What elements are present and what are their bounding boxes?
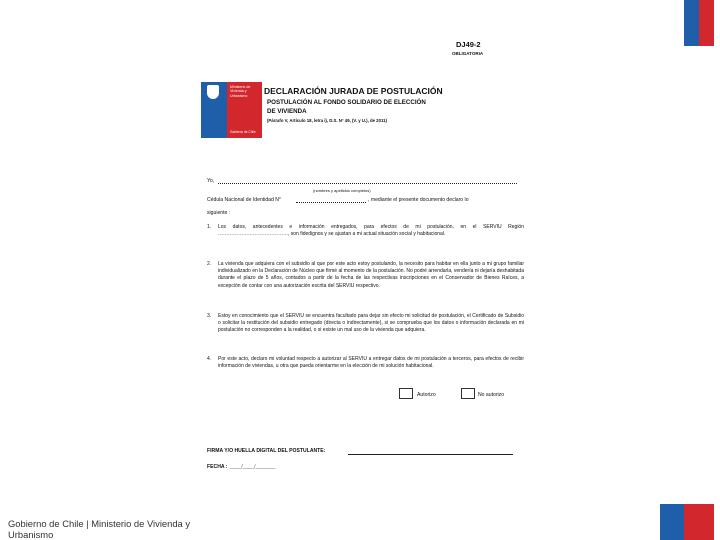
flag-blue-band — [684, 0, 699, 46]
flag-red-band — [699, 0, 714, 46]
declaration-item-4: Por este acto, declaro mi voluntad respecto a autorizar al SERVIU a entregar datos de mi postulación a terceros, para efectos de recibir información de viviendas, u otra que pueda orientarme en la elección de mi solución habitacional. — [218, 356, 524, 370]
name-line[interactable] — [218, 183, 517, 184]
declaration-item-2: La vivienda que adquiera con el subsidio al que por este acto estoy postulando, la necesito para habitar en ella junto a mi grupo familiar individualizado en la Declaración de Núcleo que firmé al momento de la postulación. No podré arrendarla, vendería ni dejaría deshabitada durante el plazo de 5 años, contados a partir de la fecha de las respectivas inscripciones en el Conservador de Bienes Raíces, a excepción de contar con una autorización escrita del SERVIU respectivo. — [218, 261, 524, 289]
coat-of-arms-icon — [207, 85, 219, 99]
yo-label: Yo, — [207, 178, 215, 184]
item-number: 2. — [207, 261, 212, 267]
ministry-logo — [201, 82, 262, 138]
autorizo-label: Autorizo — [417, 392, 436, 398]
document-title: DECLARACIÓN JURADA DE POSTULACIÓN — [264, 86, 443, 96]
form-code-sub: OBLIGATORIA — [452, 51, 484, 56]
declaration-item-3: Estoy en conocimiento que el SERVIU se encuentra facultado para dejar sin efecto mi solicitud de postulación, el Certificado de Subsidio o solicitar la restitución del subsidio entregado (directa o indirectamente), si se comprueba que los datos o información declarada en mi postulación no corresponden a la realidad, o si existe un mal uso de la vivienda que adquiera. — [218, 313, 524, 334]
item-number: 3. — [207, 313, 212, 319]
logo-ministry-text: Ministerio de Vivienda y Urbanismo — [230, 85, 251, 98]
logo-red-panel — [227, 82, 262, 138]
flag-stripe-top — [684, 0, 714, 46]
no-autorizo-label: No autorizo — [478, 392, 505, 398]
autorizo-checkbox[interactable] — [399, 388, 413, 399]
cedula-suffix: , mediante el presente documento declaro lo — [368, 197, 469, 203]
signature-line[interactable] — [348, 454, 513, 455]
date-field[interactable]: ____/____/_______ — [230, 464, 276, 470]
flag-red-band — [684, 504, 714, 540]
flag-blue-band — [660, 504, 684, 540]
no-autorizo-checkbox[interactable] — [461, 388, 475, 399]
document-reference: (Párrafo V, Artículo 18, letra i), D.S. N° 49, (V. y U.), de 2011) — [267, 118, 387, 123]
cedula-label: Cédula Nacional de Identidad N° — [207, 197, 281, 203]
signature-label: FIRMA Y/O HUELLA DIGITAL DEL POSTULANTE: — [207, 448, 326, 454]
item-number: 4. — [207, 356, 212, 362]
item-number: 1. — [207, 224, 212, 230]
logo-blue-panel — [201, 82, 227, 138]
date-label: FECHA : — [207, 464, 228, 470]
logo-gov-text: Gobierno de Chile — [230, 130, 256, 134]
form-code: DJ49-2 — [456, 40, 481, 49]
name-hint: (nombres y apellidos completos) — [313, 188, 371, 193]
flag-stripe-bottom — [660, 504, 714, 540]
footer-text: Gobierno de Chile | Ministerio de Vivienda y Urbanismo — [8, 518, 191, 540]
document-subtitle: POSTULACIÓN AL FONDO SOLIDARIO DE ELECCIÓN DE VIVIENDA — [267, 99, 426, 115]
cedula-line[interactable] — [296, 202, 366, 203]
declaration-item-1: Los datos, antecedentes e información entregados, para efectos de mi postulación, en el SERVIU Región ……………………………………, son fidedignos y se ajustan a mi actual situación social y habitacional. — [218, 224, 524, 238]
siguiente-label: siguiente : — [207, 210, 231, 216]
